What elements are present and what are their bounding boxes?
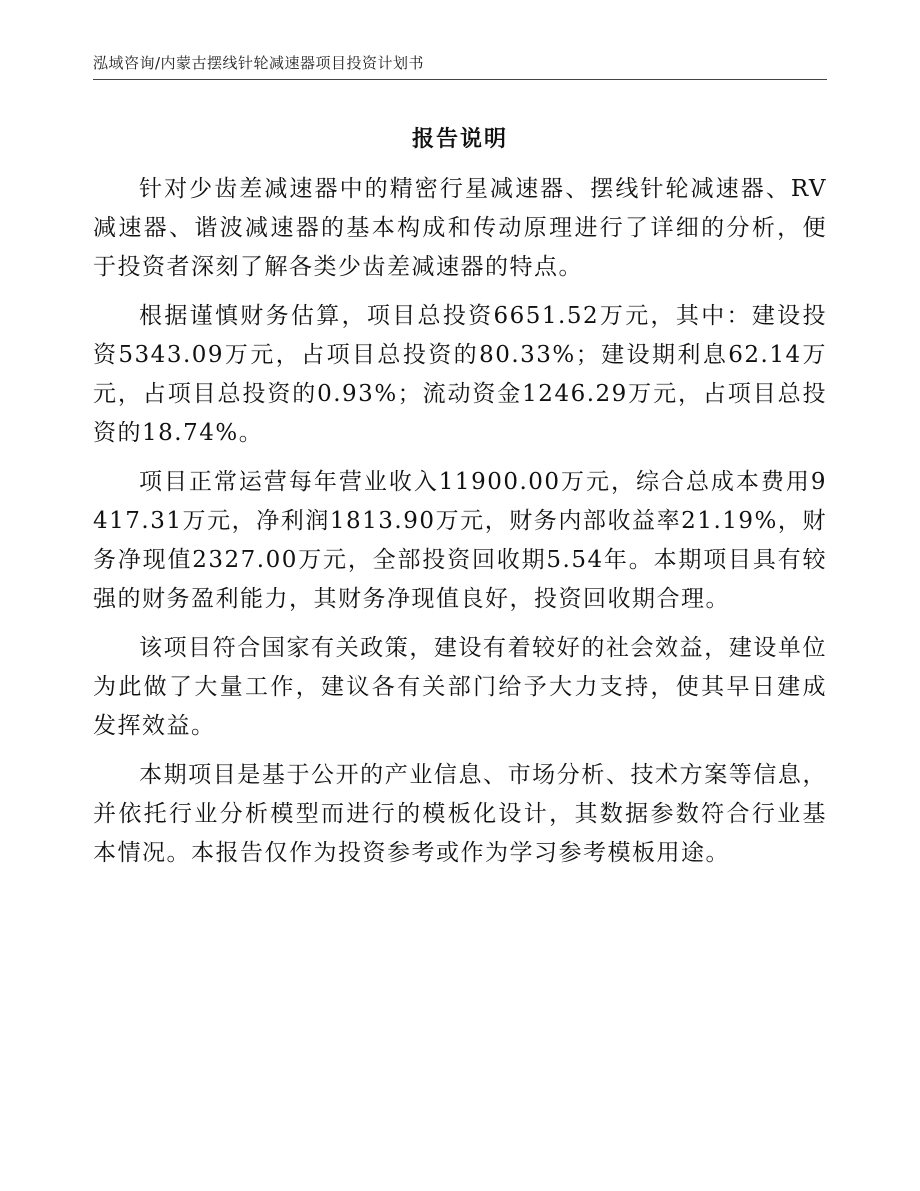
document-title: 报告说明 [411,126,508,152]
page-header-breadcrumb: 泓域咨询/内蒙古摆线针轮减速器项目投资计划书 [93,54,425,72]
paragraph-investment-estimate: 根据谨慎财务估算，项目总投资6651.52万元，其中：建设投资5343.09万元，占项目总投资的80.33%；建设期利息62.14万元，占项目总投资的0.93%；流动资金1246.29万元，占项目总投资的18.74%。 [93,303,827,446]
header-divider [93,79,827,80]
paragraph-policy-benefit: 该项目符合国家有关政策，建设有着较好的社会效益，建设单位为此做了大量工作，建议各有关部门给予大力支持，使其早日建成发挥效益。 [93,635,827,739]
paragraph-disclaimer: 本期项目是基于公开的产业信息、市场分析、技术方案等信息，并依托行业分析模型而进行的模板化设计，其数据参数符合行业基本情况。本报告仅作为投资参考或作为学习参考模板用途。 [93,762,827,866]
document-body [93,170,827,883]
paragraph-reducer-overview: 针对少齿差减速器中的精密行星减速器、摆线针轮减速器、RV减速器、谐波减速器的基本构成和传动原理进行了详细的分析，便于投资者深刻了解各类少齿差减速器的特点。 [93,176,827,280]
paragraph-financial-indicators: 项目正常运营每年营业收入11900.00万元，综合总成本费用9417.31万元，净利润1813.90万元，财务内部收益率21.19%，财务净现值2327.00万元，全部投资回收期5.54年。本期项目具有较强的财务盈利能力，其财务净现值良好，投资回收期合理。 [93,469,827,612]
